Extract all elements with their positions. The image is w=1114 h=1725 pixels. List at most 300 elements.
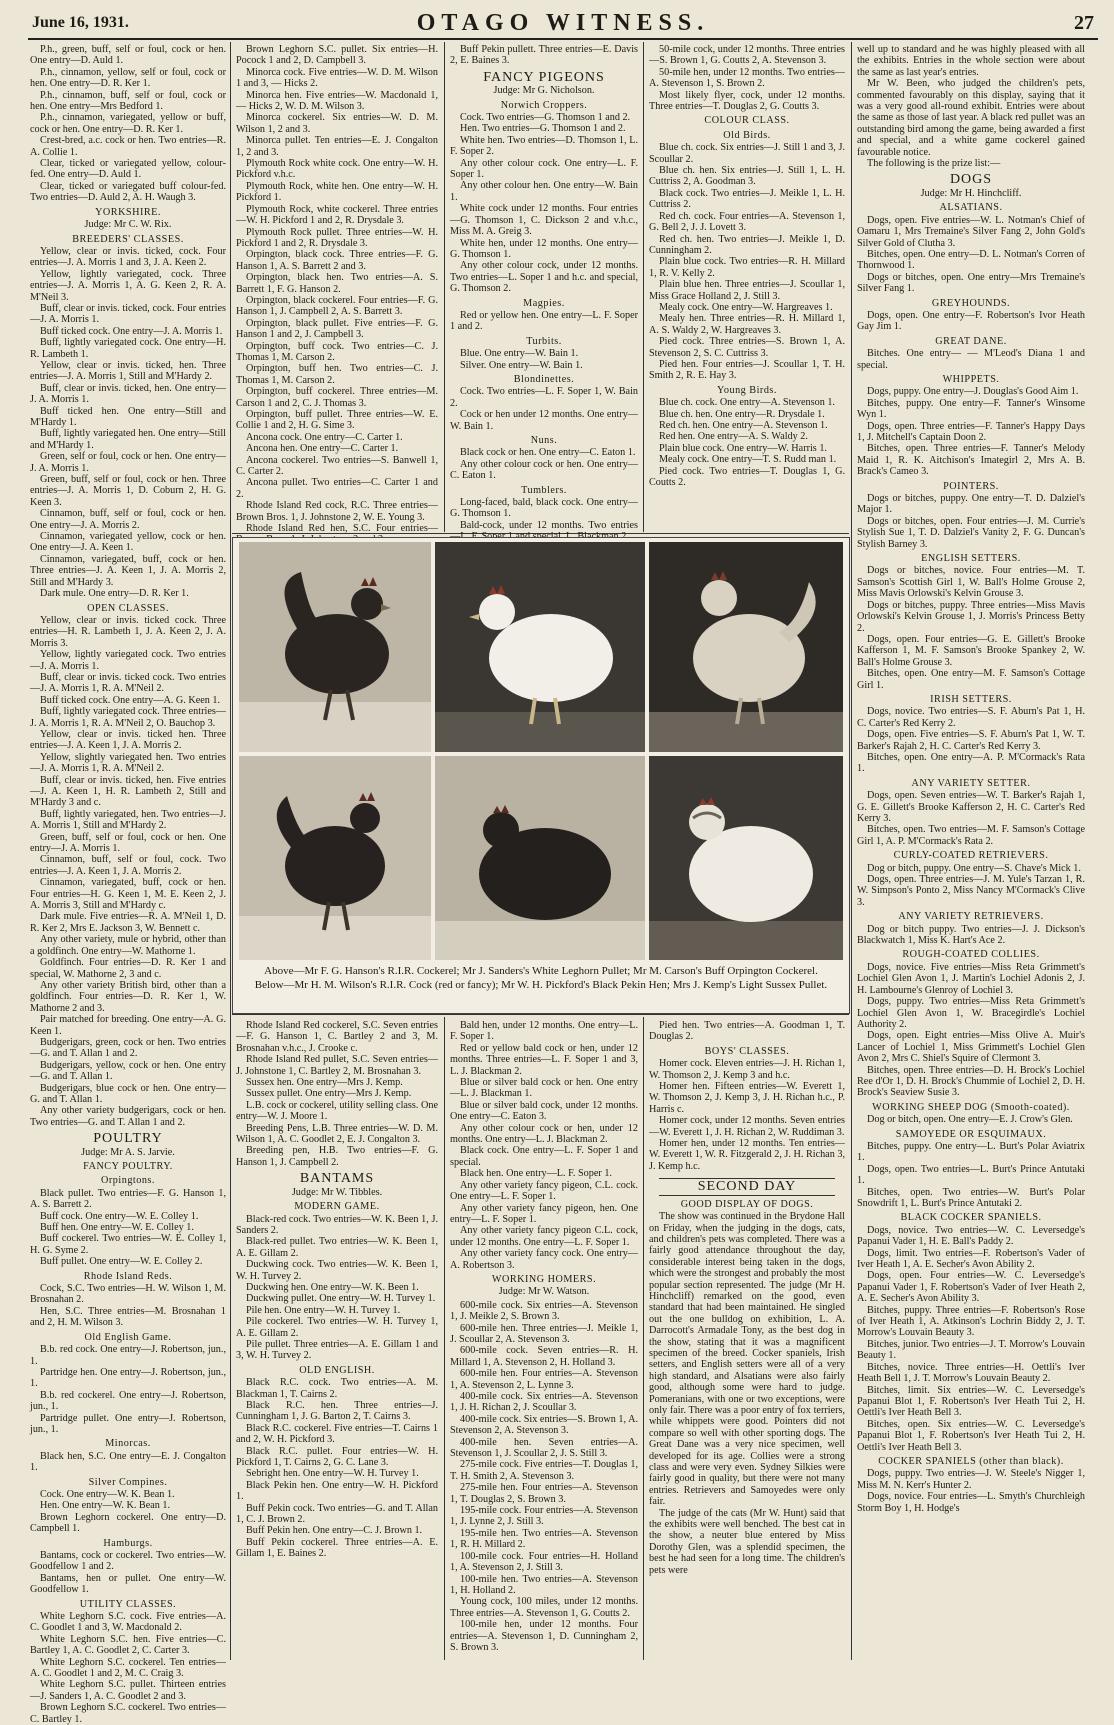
prize-entry: 400-mile cock. Six entries—S. Brown 1, A. Stevenson 2, A. Stevenson 3. (450, 1413, 638, 1437)
prize-entry: Black R.C. cock. Two entries—A. M. Blackman 1, T. Cairns 2. (236, 1377, 438, 1400)
section-heading: BOYS' CLASSES. (704, 1045, 790, 1057)
section-heading: OLD ENGLISH. (299, 1364, 375, 1376)
column-rule (643, 42, 644, 532)
prize-entry: P.h., cinnamon, yellow, self or foul, cock or hen. One entry—D. R. Ker 1. (30, 66, 226, 90)
section-heading: OPEN CLASSES. (87, 602, 169, 614)
article-paragraph: The judge of the cats (Mr W. Hunt) said that the exhibits were well benched. The best cat in the show, a neuter blue entered by Miss Dorothy Glen, was a splendid specimen, the best he had seen for a long time. The children's pets were (649, 1507, 845, 1576)
prize-entry: Pied cock. Three entries—S. Brown 1, A. Stevenson 2, S. C. Cuttriss 3. (649, 336, 845, 359)
photo-caption (244, 964, 838, 992)
section-heading: WORKING SHEEP DOG (Smooth-coated). (872, 1101, 1070, 1113)
prize-entry: 600-mile hen. Four entries—A. Stevenson 1, A. Stevenson 2, L. Lynne 3. (450, 1368, 638, 1391)
prize-entry: Any other variety fancy pigeon, hen. One entry—L. F. Soper 1. (450, 1202, 638, 1225)
prize-entry: Black Pekin hen. One entry—W. H. Pickford 1. (236, 1479, 438, 1503)
prize-entry: Dogs, novice. Four entries—L. Smyth's Churchleigh Storm Boy 1, H. Hodge's (857, 1491, 1085, 1514)
section-heading: WORKING HOMERS. (491, 1273, 597, 1285)
prize-entry: 600-mile cock. Six entries—A. Stevenson 1, J. Meikle 2, S. Brown 3. (450, 1299, 638, 1323)
prize-entry: Yellow, lightly variegated cock. Two entries—J. A. Morris 1. (30, 649, 226, 672)
prize-entry: Most likely flyer, cock, under 12 months. Three entries—T. Douglas 2, G. Coutts 3. (649, 89, 845, 113)
photo-rir-cockerel (239, 542, 431, 752)
prize-entry: Dogs, novice. Two entries—W. C. Leversedge's Papanui Vader 1, H. E. Ball's Paddy 2. (857, 1224, 1085, 1248)
prize-entry: Red ch. hen. One entry—A. Stevenson 1. (659, 420, 828, 431)
prize-entry: Sussex hen. One entry—Mrs J. Kemp. (246, 1077, 403, 1089)
prize-entry: Bald hen, under 12 months. One entry—L. F. Soper 1. (450, 1020, 638, 1043)
column-rule (230, 42, 231, 1660)
prize-entry: Minorca cock. Five entries—W. D. M. Wilson 1 and 3, — Hicks 2. (236, 66, 438, 90)
column-3-top (450, 44, 638, 530)
newspaper-title: OTAGO WITNESS. (416, 10, 710, 36)
section-heading: ANY VARIETY RETRIEVERS. (898, 911, 1044, 923)
prize-entry: White Leghorn S.C. pullet. Thirteen entries—J. Sanders 1, A. C. Goodlet 2 and 3. (30, 1679, 226, 1702)
prize-entry: Orpington, buff pullet. Three entries—W. E. Collie 1 and 2, H. G. Sime 3. (236, 409, 438, 432)
column-rule (643, 1017, 644, 1660)
prize-entry: Pile hen. One entry—W. H. Turvey 1. (246, 1304, 401, 1316)
prize-entry: Red hen. One entry—A. S. Waldy 2. (659, 431, 808, 443)
prize-entry: Rhode Island Red cock, R.C. Three entries—Brown Bros. 1, J. Johnstone 2, W. E. Young 3. (236, 500, 438, 523)
section-heading: COLOUR CLASS. (704, 115, 790, 127)
column-4-top (649, 44, 845, 530)
prize-entry: Yellow, clear or invis. ticked cock. Three entries—H. R. Lambeth 1, J. A. Keen 2, J. A. Morris 3. (30, 614, 226, 649)
sub-heading: Nuns. (530, 435, 558, 446)
prize-entry: Bantams, hen or pullet. One entry—W. Goodfellow 1. (30, 1572, 226, 1596)
section-heading: POULTRY (93, 1131, 163, 1147)
prize-entry: Plymouth Rock white cock. One entry—W. H. Pickford v.h.c. (236, 158, 438, 181)
prize-entry: P.h., green, buff, self or foul, cock or hen. One entry—D. Auld 1. (30, 44, 226, 67)
prize-entry: Minorca hen. Five entries—W. Macdonald 1, — Hicks 2, W. D. M. Wilson 3. (236, 89, 438, 113)
prize-entry: Duckwing cock. Two entries—W. K. Been 1, W. H. Turvey 2. (236, 1259, 438, 1282)
prize-entry: Bitches, open. One entry—D. L. Notman's Corren of Thornwood 1. (857, 248, 1085, 272)
prize-entry: Dogs, open. Eight entries—Miss Olive A. Muir's Lancer of Lochiel 1, Miss Grimmett's Lochiel Glen Avon 2, Mrs C. Shiel's Squire of Clermont 3. (857, 1030, 1085, 1065)
section-heading: POINTERS. (943, 480, 999, 492)
prize-entry: Rhode Island Red hen, S.C. Four entries— (246, 523, 438, 535)
prize-entry: Breeding Pens, L.B. Three entries—W. D. M. Wilson 1, A. C. Goodlet 2, E. J. Congalton 3. (236, 1122, 438, 1146)
prize-entry: Dogs, open. One entry—F. Robertson's Ivor Heath Gay Jim 1. (857, 309, 1085, 333)
prize-entry: Any other colour cock or hen. One entry—C. Eaton 1. (450, 458, 638, 482)
prize-entry: Cinnamon, buff, self or foul, cock or hen. One entry—J. A. Morris 2. (30, 508, 226, 531)
section-heading: YORKSHIRE. (95, 206, 161, 218)
photo-buff-orpington-cockerel (649, 542, 843, 752)
prize-entry: 195-mile cock. Four entries—A. Stevenson 1, J. Lynne 2, J. Still 3. (450, 1505, 638, 1528)
sub-heading: Blondinettes. (513, 373, 575, 385)
prize-entry: Buff Pekin hen. One entry—C. J. Brown 1. (246, 1525, 423, 1537)
judge-line: Judge: Mr W. Watson. (498, 1286, 590, 1298)
prize-entry: Blue ch. hen. Six entries—J. Still 1, L. H. Cuttriss 2, A. Goodman 3. (649, 165, 845, 188)
prize-entry: Orpington, buff hen. Two entries—C. J. Thomas 1, M. Carson 2. (236, 363, 438, 386)
sub-heading: Hamburgs. (103, 1537, 153, 1549)
section-heading: UTILITY CLASSES. (79, 1598, 177, 1610)
prize-entry: Dogs, open. Seven entries—W. T. Barker's Rajah 1, G. E. Gillett's Brooke Kafferson 2, H. C. Carter's Red Kerry 3. (857, 790, 1085, 824)
prize-entry: Buff, clear or invis. ticked cock. Two entries—J. A. Morris 1, R. A. M'Neil 2. (30, 671, 226, 695)
prize-entry: Blue or silver bald cock, under 12 months. One entry—C. Eaton 3. (450, 1099, 638, 1123)
prize-entry: Black R.C. hen. Three entries—J. Cunningham 1, J. G. Barton 2, T. Cairns 3. (236, 1400, 438, 1423)
prize-entry: Buff cockerel. Two entries—W. E. Colley 1, H. G. Syme 2. (30, 1233, 226, 1256)
prize-entry: White Leghorn S.C. cockerel. Ten entries—A. C. Goodlet 1 and 2, M. C. Craig 3. (30, 1656, 226, 1680)
section-heading: WHIPPETS. (942, 373, 1000, 385)
section-heading: BREEDERS' CLASSES. (72, 233, 184, 245)
masthead (28, 8, 1098, 40)
prize-entry: Brown Leghorn cockerel. One entry—D. Campbell 1. (30, 1511, 226, 1535)
judge-line: Judge: Mr A. S. Jarvie. (81, 1146, 175, 1158)
prize-entry: Homer cock. Eleven entries—J. H. Richan 1, W. Thomson 2, J. Kemp 3 and h.c. (649, 1058, 845, 1081)
prize-entry: 100-mile hen, under 12 months. Four entries—A. Stevenson 1, D. Cunningham 2, S. Brown 3. (450, 1619, 638, 1653)
prize-entry: Any other colour cock. One entry—L. F. Soper 1. (450, 157, 638, 181)
article-paragraph: Mr W. Been, who judged the children's pets, commented favourably on this display, saying that it was a very good all-round exhibit. Entries were about the same as those of last year. A black red pullet was an outstanding bird among the game, being awarded a first and special, and a white game cockerel gained favourable notice. (857, 78, 1085, 158)
prize-entry: Buff Pekin cockerel. Three entries—A. E. Gillam 1, E. Baines 2. (236, 1536, 438, 1560)
prize-entry: White Leghorn S.C. cock. Five entries—A. C. Goodlet 1 and 3, W. Macdonald 2. (30, 1611, 226, 1634)
column-rule (444, 42, 445, 532)
column-4-bottom (649, 1020, 845, 1660)
prize-entry: Mealy hen. Three entries—R. H. Millard 1, A. S. Waldy 2, W. Hargreaves 3. (649, 313, 845, 336)
prize-entry: Black-red pullet. Two entries—W. K. Been 1, A. E. Gillam 2. (236, 1236, 438, 1259)
column-1 (30, 44, 226, 1725)
prize-entry: Buff, lightly variegated hen. One entry—Still and M'Hardy 1. (30, 428, 226, 451)
issue-date: June 16, 1931. (32, 14, 129, 31)
section-heading: GOOD DISPLAY OF DOGS. (680, 1198, 814, 1210)
photo-block (232, 537, 850, 1014)
prize-entry: Green, buff, self or foul, cock or hen. One entry—J. A. Morris 1. (30, 831, 226, 855)
prize-entry: Cock or hen under 12 months. One entry—W. Bain 1. (450, 409, 638, 432)
prize-entry: Buff cock. One entry—W. E. Colley 1. (40, 1210, 199, 1222)
prize-entry: Dogs, puppy. One entry—J. Douglas's Good Aim 1. (867, 386, 1079, 398)
prize-entry: Buff ticked cock. One entry—A. G. Keen 1. (40, 694, 221, 706)
second-day-heading: SECOND DAY (659, 1178, 835, 1195)
prize-entry: Black cock. Two entries—J. Meikle 1, L. H. Cuttriss 2. (649, 187, 845, 211)
prize-entry: Dogs, limit. Two entries—F. Robertson's Vader of Iver Heath 1, A. E. Secher's Avon Ability 2. (857, 1247, 1085, 1271)
prize-entry: 275-mile cock. Five entries—T. Douglas 1, T. H. Smith 2, A. Stevenson 3. (450, 1459, 638, 1482)
prize-entry: Yellow, slightly variegated hen. Two entries—J. A. Morris 1, R. A. M'Neil 2. (30, 751, 226, 775)
prize-entry: Buff, lightly variegated cock. Three entries—J. A. Morris 1, R. A. M'Neil 2, O. Bauchop 3. (30, 706, 226, 729)
prize-entry: Red or yellow bald cock or hen, under 12 months. Three entries—L. F. Soper 1 and 3, L. J. Blackman 2. (450, 1042, 638, 1077)
prize-entry: Dogs or bitches, puppy. One entry—T. D. Dalziel's Major 1. (857, 493, 1085, 516)
prize-entry: Buff ticked hen. One entry—Still and M'Hardy 1. (30, 405, 226, 428)
section-heading: CURLY-COATED RETRIEVERS. (893, 850, 1049, 862)
sub-heading: Minorcas. (105, 1438, 151, 1450)
prize-entry: Pied hen. Four entries—J. Scoullar 1, T. H. Smith 2, R. E. Hay 3. (649, 358, 845, 382)
prize-entry: Ancona cock. One entry—C. Carter 1. (246, 431, 403, 443)
prize-entry: Buff Pekin pullett. Three entries—E. Davis 2, E. Baines 3. (450, 44, 638, 67)
prize-entry: Brown Leghorn S.C. cockerel. Two entries—C. Bartley 1. (30, 1702, 226, 1725)
section-heading: GREAT DANE. (935, 335, 1007, 347)
prize-entry: Bitches, open. Three entries—F. Tanner's Melody Maid 1, R. K. Aitchison's Imategirl 2, Mrs A. B. Brack's Cameo 3. (857, 443, 1085, 478)
prize-entry: 600-mile cock. Seven entries—R. H. Millard 1, A. Stevenson 2, H. Holland 3. (450, 1345, 638, 1368)
prize-entry: Partridge pullet. One entry—J. Robertson, jun., 1. (30, 1412, 226, 1435)
prize-entry: Cinnamon, buff, self or foul, cock. Two entries—J. A. Keen 1, J. A. Morris 2. (30, 854, 226, 877)
prize-entry: Orpington, black hen. Two entries—A. S. Barrett 1, F. G. Hanson 2. (236, 272, 438, 295)
prize-entry: Silver. One entry—W. Bain 1. (460, 359, 583, 371)
prize-entry: Bantams, cock or cockerel. Two entries—W. Goodfellow 1 and 2. (30, 1550, 226, 1573)
prize-entry: Plymouth Rock pullet. Three entries—W. H. Pickford 1 and 2, R. Drysdale 3. (236, 226, 438, 249)
prize-entry: Ancona cockerel. Two entries—S. Banwell 1, C. Carter 2. (236, 454, 438, 478)
prize-entry: Red ch. hen. Two entries—J. Meikle 1, D. Cunningham 2. (649, 233, 845, 256)
rooster-photo-icon (239, 542, 431, 752)
prize-entry: Rhode Island Red cockerel, S.C. Seven entries—F. G. Hanson 1, C. Bartley 2 and 3, M. Brosnahan v.h.c., J. Crooke c. (236, 1020, 438, 1054)
prize-entry: Crest-bred, a.c. cock or hen. Two entries—R. A. Collie 1. (30, 135, 226, 158)
prize-entry: Yellow, clear or invis. ticked, cock. Four entries—J. A. Morris 1 and 3, J. A. Keen 2. (30, 245, 226, 269)
prize-entry: Breeding pen, H.B. Two entries—F. G. Hanson 1, J. Campbell 2. (236, 1145, 438, 1168)
prize-entry: Blue or silver bald cock or hen. One entry—L. J. Blackman 1. (450, 1077, 638, 1100)
prize-entry: Any other variety fancy pigeon, C.L. cock. One entry—L. F. Soper 1. (450, 1179, 638, 1203)
prize-entry: Dogs, puppy. Two entries—J. W. Steele's Nigger 1, Miss M. N. Kerr's Hunter 2. (857, 1468, 1085, 1491)
prize-entry: Yellow, clear or invis. ticked hen. Three entries—J. A. Keen 1, J. A. Morris 2. (30, 728, 226, 752)
prize-entry: Plymouth Rock, white cockerel. Three entries—W. H. Pickford 1 and 2, R. Drysdale 3. (236, 203, 438, 227)
hen-photo-icon (435, 756, 645, 960)
prize-entry: Blue ch. hen. One entry—R. Drysdale 1. (659, 408, 825, 420)
section-heading: IRISH SETTERS. (930, 693, 1012, 705)
prize-entry: Dog or bitch puppy. Two entries—J. J. Dickson's Blackwatch 1, Miss K. Hart's Ace 2. (857, 923, 1085, 947)
prize-entry: Buff, clear or invis. ticked, hen. One entry—J. A. Morris 1. (30, 382, 226, 406)
prize-entry: Any other variety fancy pigeon C.L. cock, under 12 months. One entry—L. F. Soper 1. (450, 1225, 638, 1248)
prize-entry: Bitches, open. Six entries—W. C. Leversedge's Papanui Blot 1, F. Robertson's Iver Heath Tui 2, H. Oettli's Iver Heath Bell 3. (857, 1418, 1085, 1453)
section-heading: BLACK COCKER SPANIELS. (900, 1212, 1042, 1224)
prize-entry: Duckwing pullet. One entry—W. H. Turvey 1. (246, 1293, 436, 1305)
prize-entry: Dogs, puppy. Two entries—Miss Reta Grimmett's Lochiel Glen Avon 1, W. Bracegirdle's Lochiel Authority 2. (857, 996, 1085, 1030)
prize-entry: Brown Leghorn S.C. pullet. Six entries—H. Pocock 1 and 2, D. Campbell 3. (236, 44, 438, 67)
prize-entry: White hen, under 12 months. One entry—G. Thomson 1. (450, 237, 638, 260)
prize-entry: Buff, lightly variegated cock. One entry—H. R. Lambeth 1. (30, 337, 226, 360)
prize-entry: Yellow, clear or invis. ticked, hen. Three entries—J. A. Morris 1, Still and M'Hardy 2. (30, 359, 226, 383)
prize-entry: Dog or bitch, puppy. One entry—S. Chave's Mick 1. (867, 862, 1081, 874)
prize-entry: Plain blue hen. Three entries—J. Scoullar 1, Miss Grace Holland 2, J. Still 3. (649, 279, 845, 302)
prize-entry: Pair matched for breeding. One entry—A. G. Keen 1. (30, 1014, 226, 1037)
prize-entry: Any other colour cock, under 12 months. Two entries—L. Soper 1 and h.c. and special, G. Thomson 2. (450, 260, 638, 295)
prize-entry: Blue ch. cock. Six entries—J. Still 1 and 3, J. Scoullar 2. (649, 142, 845, 165)
prize-entry: Black cock. One entry—L. F. Soper 1 and special. (450, 1145, 638, 1168)
prize-entry: Minorca cockerel. Six entries—W. D. M. Wilson 1, 2 and 3. (236, 112, 438, 135)
prize-entry: White cock under 12 months. Four entries—G. Thomson 1, C. Dickson 2 and v.h.c., Miss M. A. Greig 3. (450, 203, 638, 238)
article-paragraph: The show was continued in the Brydone Hall on Friday, when the judging in the dogs, cats, and children's pets was completed. There was a fairly good attendance throughout the day, considerable interest being taken in the dogs, which were the strongest and probably the most popular section represented. The judge (Mr H. Hinchcliff) remarked on the good, even standard that had been maintained. He singled out the one bulldog on exhibition, L. A. Darrocott's Armadale Tony, as the best dog in the show, stating that it was a magnificent specimen of the breed. Cocker spaniels, Irish setters, and English setters were all of a very high standard, and Alsatians were also fairly good, although some were hard to judge. Pomeranians, with one or two exceptions, were only fair. There was a poor entry of fox terriers, while whippets were good. Pointers did not compare so well with other sporting dogs. The Great Dane was a very nice specimen, well developed for its age. Collies were a strong class and were very even. Sydney Silkies were fairly good in quality, but there were not many entries. Retrievers and Samoyedes were only fair. (649, 1211, 845, 1508)
article-paragraph: The following is the prize list:— (867, 158, 1001, 170)
prize-entry: Cinnamon, variegated, buff, cock or hen. Three entries—J. A. Keen 1, J. A. Morris 2, Still and M'Hardy 3. (30, 553, 226, 588)
prize-entry: Dogs, open. Three entries—J. M. Yule's Tarzan 1, R. W. Simpson's Ponto 2, Miss Nancy M'Cormack's Clive 3. (857, 874, 1085, 908)
section-heading: BANTAMS (299, 1171, 375, 1187)
sub-heading: Silver Compines. (88, 1476, 168, 1488)
prize-entry: Sebright hen. One entry—W. H. Turvey 1. (246, 1468, 419, 1480)
section-heading: FANCY POULTRY. (83, 1161, 173, 1172)
prize-entry: Goldfinch. Four entries—D. R. Ker 1 and special, W. Mathorne 2, 3 and c. (30, 957, 226, 980)
prize-entry: 100-mile hen. Two entries—A. Stevenson 1, H. Holland 2. (450, 1573, 638, 1596)
prize-entry: Yellow, lightly variegated, cock. Three entries—J. A. Morris 1, A. G. Keen 2, R. A. M'Neil 3. (30, 268, 226, 303)
prize-entry: Pied cock. Two entries—T. Douglas 1, G. Coutts 2. (649, 465, 845, 489)
prize-entry: Bitches, puppy. One entry—L. Burt's Polar Aviatrix 1. (857, 1140, 1085, 1164)
section-heading: GREYHOUNDS. (931, 297, 1011, 309)
prize-entry: Dogs or bitches, open. Four entries—J. M. Currie's Stylish Sue 1, T. D. Dalziel's Vanity 2, F. G. Duncan's Stylish Barney 3. (857, 515, 1085, 550)
prize-entry: Mealy cock. One entry—T. S. Rudd man 1. (659, 454, 837, 466)
sub-heading: Turbits. (526, 335, 562, 347)
prize-entry: Red or yellow hen. One entry—L. F. Soper 1 and 2. (450, 309, 638, 333)
prize-entry: Buff, clear or invis. ticked, cock. Four entries—J. A. Morris 1. (30, 302, 226, 326)
prize-entry: Pile cockerel. Two entries—W. H. Turvey 1, A. E. Gillam 2. (236, 1316, 438, 1339)
prize-entry: Dogs, open. Three entries—F. Tanner's Happy Days 1, J. Mitchell's Captain Doon 2. (857, 420, 1085, 443)
prize-entry: Buff ticked cock. One entry—J. A. Morris 1. (40, 325, 223, 337)
prize-entry: Bitches, junior. Two entries—J. T. Morrow's Louvain Beauty 1. (857, 1338, 1085, 1362)
prize-entry: 50-mile hen, under 12 months. Two entries—A. Stevenson 1, S. Brown 2. (649, 66, 845, 90)
prize-entry: Plymouth Rock, white hen. One entry—W. H. Pickford 1. (236, 180, 438, 204)
prize-entry: Black hen, S.C. One entry—E. J. Congalton 1. (30, 1450, 226, 1474)
prize-entry: Black R.C. pullet. Four entries—W. H. Pickford 1, T. Cairns 2, G. C. Lane 3. (236, 1445, 438, 1469)
prize-entry: Long-faced, bald, black cock. One entry—G. Thomson 1. (450, 497, 638, 520)
prize-entry: L.B. cock or cockerel, utility selling class. One entry—W. J. Moore 1. (236, 1099, 438, 1123)
section-heading: MODERN GAME. (294, 1201, 380, 1213)
prize-entry: Bitches, open. Two entries—W. Burt's Polar Snowdrift 1, L. Burt's Prince Antutaki 2. (857, 1186, 1085, 1209)
prize-entry: Dogs, novice. Two entries—S. F. Aburn's Pat 1, H. C. Carter's Red Kerry 2. (857, 706, 1085, 729)
prize-entry: Hen, S.C. Three entries—M. Brosnahan 1 and 2, H. M. Wilson 3. (30, 1305, 226, 1329)
prize-entry: Bitches, novice. Three entries—H. Oettli's Iver Heath Bell 1, J. T. Morrow's Louvain Beauty 2. (857, 1361, 1085, 1385)
column-rule (444, 1017, 445, 1660)
page-number: 27 (1074, 12, 1094, 34)
sub-heading: Magpies. (523, 297, 565, 309)
prize-entry: Partridge hen. One entry—J. Robertson, jun., 1. (30, 1366, 226, 1390)
prize-entry: Any other variety, mule or hybrid, other than a goldfinch. One entry—W. Mathorne 1. (30, 934, 226, 957)
prize-entry: Bitches, open. One entry—M. F. Samson's Cottage Girl 1. (857, 668, 1085, 691)
prize-entry: Green, self or foul, cock or hen. One entry—J. A. Morris 1. (30, 451, 226, 474)
prize-entry: Rhode Island Red pullet, S.C. Seven entries—J. Johnstone 1, C. Bartley 2, M. Brosnahan 3. (236, 1054, 438, 1077)
prize-entry: Any other colour cock or hen, under 12 months. One entry—L. J. Blackman 2. (450, 1122, 638, 1146)
sub-heading: Rhode Island Reds. (83, 1270, 173, 1282)
photo-white-leghorn-pullet (435, 542, 645, 752)
prize-entry: Plain blue cock. One entry—W. Harris 1. (659, 442, 827, 454)
prize-entry: Dogs or bitches, puppy. Three entries—Miss Mavis Orlowski's Kelvin Grouse 1, J. Morris's Princess Betty 2. (857, 599, 1085, 634)
caption-below: Below—Mr H. M. Wilson's R.I.R. Cock (red or fancy); Mr W. H. Pickford's Black Pekin Hen; Mrs J. Kemp's Light Sussex Pullet. (254, 979, 828, 991)
prize-entry: Budgerigars, green, cock or hen. Two entries—G. and T. Allan 1 and 2. (30, 1036, 226, 1060)
prize-entry: 275-mile hen. Four entries—A. Stevenson 1, T. Douglas 2, S. Brown 3. (450, 1482, 638, 1505)
section-rule (232, 1014, 849, 1015)
sub-heading: Norwich Croppers. (500, 99, 588, 111)
section-heading: COCKER SPANIELS (other than black). (878, 1455, 1064, 1467)
prize-entry: Black cock or hen. One entry—C. Eaton 1. (460, 447, 636, 459)
prize-entry: Duckwing hen. One entry—W. K. Been 1. (246, 1281, 419, 1293)
prize-entry: B.b. red cockerel. One entry—J. Robertson, jun., 1. (30, 1389, 226, 1413)
prize-entry: Ancona pullet. Two entries—C. Carter 1 and 2. (236, 477, 438, 500)
prize-entry: Pied hen. Two entries—A. Goodman 1, T. Douglas 2. (649, 1020, 845, 1043)
rooster-photo-icon (649, 542, 843, 752)
prize-entry: Dogs, open. Five entries—W. L. Notman's Chief of Oamaru 1, Mrs Tremaine's Silver Fang 2, John Gold's Silver Gold of Clutha 3. (857, 214, 1085, 249)
prize-entry: Buff pullet. One entry—W. E. Colley 2. (40, 1256, 203, 1268)
prize-entry: 600-mile hen. Three entries—J. Meikle 1, J. Scoullar 2, A. Stevenson 3. (450, 1322, 638, 1345)
section-heading: ALSATIANS. (939, 202, 1003, 214)
prize-entry: 100-mile cock. Four entries—H. Holland 1, A. Stevenson 2, J. Still 3. (450, 1550, 638, 1574)
prize-entry: Cock. One entry—W. K. Bean 1. (40, 1488, 175, 1500)
section-heading: ROUGH-COATED COLLIES. (902, 949, 1040, 961)
article-paragraph: well up to standard and he was highly pleased with all the exhibits. Entries in the whole section were about the same as last year's entries. (857, 44, 1085, 78)
prize-entry: Black pullet. Two entries—F. G. Hanson 1, A. S. Barrett 2. (30, 1187, 226, 1211)
column-2-top (236, 44, 438, 535)
prize-entry: Buff hen. One entry—W. E. Colley 1. (40, 1222, 194, 1234)
prize-entry: Bitches, puppy. One entry—F. Tanner's Winsome Wyn 1. (857, 397, 1085, 421)
sub-heading: Old Birds. (723, 129, 771, 141)
column-rule (851, 42, 852, 1660)
prize-entry: Any other variety budgerigars, cock or hen. Two entries—G. and T. Allan 1 and 2. (30, 1105, 226, 1128)
prize-entry: Blue. One entry—W. Bain 1. (460, 348, 579, 360)
prize-entry: Blue ch. cock. One entry—A. Stevenson 1. (659, 397, 835, 409)
prize-entry: P.h., cinnamon, variegated, yellow or buff, cock or hen. One entry—D. R. Ker 1. (30, 112, 226, 135)
prize-entry: Dogs, novice. Five entries—Miss Reta Grimmett's Lochiel Glen Avon 1, J. Martin's Lochiel Adonis 2, J. H. Lambourne's Glenroy of Lochiel 3. (857, 961, 1085, 996)
column-3-bottom (450, 1020, 638, 1660)
judge-line: Judge: Mr W. Tibbles. (291, 1186, 383, 1198)
section-heading: FANCY PIGEONS (483, 69, 605, 85)
prize-entry: B.b. red cock. One entry—J. Robertson, jun., 1. (30, 1344, 226, 1367)
sub-heading: Young Birds. (717, 384, 777, 396)
prize-entry: Green, buff, self or foul, cock or hen. Three entries—J. A. Morris 1, D. Coburn 2, H. G. Keen 3. (30, 474, 226, 508)
prize-entry: Orpington, black cockerel. Four entries—F. G. Hanson 1, J. Campbell 2, A. S. Barrett 3. (236, 294, 438, 318)
sub-heading: Tumblers. (521, 484, 567, 496)
prize-entry: Buff, lightly variegated, hen. Two entries—J. A. Morris 1, Still and M'Hardy 2. (30, 808, 226, 832)
prize-entry: Homer hen, under 12 months. Ten entries—W. Everett 1, W. R. Fitzgerald 2, J. H. Richan 3, J. Kemp h.c. (649, 1138, 845, 1172)
prize-entry: Dogs, open. Two entries—L. Burt's Prince Antutaki 1. (857, 1163, 1085, 1187)
prize-entry: Plain blue cock. Two entries—R. H. Millard 1, R. V. Kelly 2. (649, 256, 845, 279)
judge-line: Judge: Mr G. Nicholson. (493, 85, 595, 97)
prize-entry: Bitches, puppy. Three entries—F. Robertson's Rose of Iver Heath 1, A. Atkinson's Lochrin Biddy 2, J. T. Morrow's Louvain Beauty 3. (857, 1304, 1085, 1339)
prize-entry: Bitches, open. Three entries—D. H. Brock's Lochiel Ree d'Or 1, D. H. Brock's Chummie of Lochiel 2, D. H. Brock's Seaview Susie 3. (857, 1064, 1085, 1099)
prize-entry: Dogs or bitches, novice. Four entries—M. T. Samson's Scottish Girl 1, W. Ball's Holme Grouse 2, Miss Mavis Orlowski's Kelvin Grouse 3. (857, 565, 1085, 600)
prize-entry: Bitches, open. Two entries—M. F. Samson's Cottage Girl 1, A. P. M'Cormack's Rata 2. (857, 824, 1085, 847)
prize-entry: Cock, S.C. Two entries—H. W. Wilson 1, M. Brosnahan 2. (30, 1283, 226, 1306)
prize-entry: White Leghorn S.C. hen. Five entries—C. Bartley 1, A. C. Goodlet 2, C. Carter 3. (30, 1633, 226, 1657)
prize-entry: 400-mile cock. Six entries—A. Stevenson 1, J. H. Richan 2, J. Scoullar 3. (450, 1391, 638, 1414)
prize-entry: Red ch. cock. Four entries—A. Stevenson 1, G. Bell 2, J. J. Lovett 3. (649, 210, 845, 234)
prize-entry: Bald-cock, under 12 months. Two entries (460, 519, 638, 531)
sub-heading: Old English Game. (84, 1331, 172, 1343)
prize-entry: Cinnamon, variegated, buff, cock or hen. Four entries—H. G. Keen 1, M. E. Keen 2, J. A. Morris 3, Still and M'Hardy c. (30, 877, 226, 912)
prize-entry: Orpington, black pullet. Five entries—F. G. Hanson 1 and 2, J. Campbell 3. (236, 317, 438, 341)
section-heading: DOGS (949, 172, 993, 188)
prize-entry: Ancona hen. One entry—C. Carter 1. (246, 443, 399, 455)
prize-entry: P.h., cinnamon, buff, self or foul, cock or hen. One entry—Mrs Bedford 1. (30, 89, 226, 113)
prize-entry: Cock. Two entries—G. Thomson 1 and 2. (460, 112, 631, 124)
photo-light-sussex-pullet (649, 756, 843, 960)
prize-entry: Buff Pekin cock. Two entries—G. and T. Allan 1, C. J. Brown 2. (236, 1502, 438, 1526)
prize-entry: Clear, ticked or variegated buff colour-fed. Two entries—D. Auld 2, A. H. Waugh 3. (30, 180, 226, 204)
section-heading: SAMOYEDE OR ESQUIMAUX. (895, 1128, 1047, 1140)
prize-entry: Bitches, open. One entry—A. P. M'Cormack's Rata 1. (857, 751, 1085, 775)
judge-line: Judge: Mr C. W. Rix. (84, 219, 172, 231)
prize-entry: Any other variety British bird, other than a goldfinch. Four entries—D. R. Ker 1, W. Mathorne 2 and 3. (30, 979, 226, 1014)
caption-above: Above—Mr F. G. Hanson's R.I.R. Cockerel; Mr J. Sanders's White Leghorn Pullet; Mr M. Carson's Buff Orpington Cockerel. (264, 965, 818, 977)
section-heading: ENGLISH SETTERS. (921, 553, 1021, 565)
judge-line: Judge: Mr H. Hinchcliff. (920, 187, 1022, 199)
prize-entry: Dogs, open. Five entries—S. F. Aburn's Pat 1, W. T. Barker's Rajah 2, H. C. Carter's Red Kerry 3. (857, 729, 1085, 752)
prize-entry: Budgerigars, yellow, cock or hen. One entry—G. and T. Allan 1. (30, 1059, 226, 1083)
prize-entry: 195-mile hen. Two entries—A. Stevenson 1, R. H. Millard 2. (450, 1527, 638, 1551)
prize-entry: Buff, clear or invis. ticked, hen. Five entries—J. A. Keen 1, H. R. Lambeth 2, Still and M'Hardy 3 and c. (30, 774, 226, 809)
prize-entry: 50-mile cock, under 12 months. Three entries—S. Brown 1, G. Coutts 2, A. Stevenson 3. (649, 44, 845, 67)
photo-rir-cock (239, 756, 431, 960)
prize-entry: Mealy cock. One entry—W. Hargreaves 1. (659, 301, 833, 313)
prize-entry: Hen. Two entries—G. Thomson 1 and 2. (460, 123, 626, 135)
prize-entry: Dogs or bitches, open. One entry—Mrs Tremaine's Silver Fang 1. (857, 271, 1085, 295)
prize-entry: Dog or bitch, open. One entry—E. J. Crow's Glen. (867, 1114, 1073, 1126)
prize-entry: Orpington, buff cock. Two entries—C. J. Thomas 1, M. Carson 2. (236, 340, 438, 363)
prize-entry: Young cock, 100 miles, under 12 months. Three entries—A. Stevenson 1, G. Coutts 2. (450, 1596, 638, 1619)
prize-entry: Clear, ticked or variegated yellow, colour-fed. One entry—D. Auld 1. (30, 158, 226, 181)
prize-entry: Pile pullet. Three entries—A. E. Gillam 1 and 3, W. H. Turvey 2. (236, 1338, 438, 1362)
prize-entry: Orpington, black cock. Three entries—F. G. Hanson 1, A. S. Barrett 2 and 3. (236, 249, 438, 272)
prize-entry: Sussex pullet. One entry—Mrs J. Kemp. (246, 1088, 412, 1100)
prize-entry: Orpington, buff cockerel. Three entries—M. Carson 1 and 2, C. J. Thomas 3. (236, 386, 438, 409)
column-2-bottom (236, 1020, 438, 1660)
hen-photo-icon (649, 756, 843, 960)
prize-entry: Homer hen. Fifteen entries—W. Everett 1, W. Thomson 2, J. Kemp 3, J. H. Richan h.c., P. Harris c. (649, 1081, 845, 1115)
hen-photo-icon (435, 542, 645, 752)
prize-entry: White hen. Two entries—D. Thomson 1, L. F. Soper 2. (450, 134, 638, 158)
prize-entry: Hen. One entry—W. K. Bean 1. (40, 1500, 171, 1512)
column-5 (857, 44, 1085, 1660)
sub-heading: Orpingtons. (101, 1175, 155, 1187)
prize-entry: Bitches, limit. Six entries—W. C. Leversedge's Papanui Blot 1, F. Robertson's Iver Heath Tui 2, H. Oettli's Iver Heath Bell 3. (857, 1384, 1085, 1419)
prize-entry: Any other colour hen. One entry—W. Bain 1. (450, 180, 638, 203)
prize-entry: Black-red cock. Two entries—W. K. Been 1, J. Sanders 2. (236, 1213, 438, 1236)
prize-entry: Any other variety fancy cock. One entry—A. Robertson 3. (450, 1248, 638, 1271)
prize-entry: Dogs, open. Four entries—G. E. Gillett's Brooke Kafferson 1, M. F. Samson's Brooke Spankey 2, W. Ball's Holme Grouse 3. (857, 633, 1085, 668)
prize-entry: Dogs, open. Four entries—W. C. Leversedge's Papanui Vader 1, F. Robertson's Vader of Iver Heath 2, A. E. Secher's Avon Ability 3. (857, 1270, 1085, 1305)
